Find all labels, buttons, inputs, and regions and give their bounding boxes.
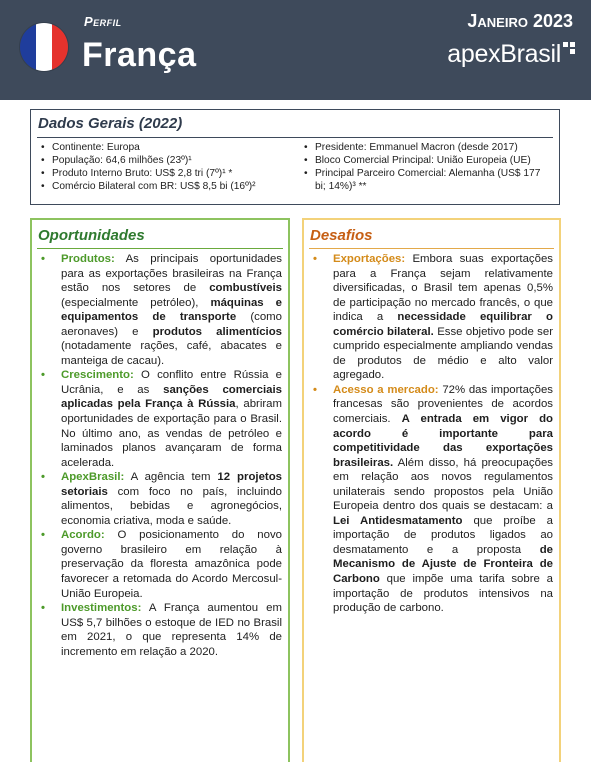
item-text: Esse objetivo pode ser cumprido especialmente ampliando vendas de produtos de médio e alto valor agregado. bbox=[333, 325, 553, 382]
item-emphasis: produtos alimentícios bbox=[152, 325, 282, 338]
fact-president: • Presidente: Emmanuel Macron (desde 2017) bbox=[303, 141, 553, 154]
item-text: (como aeronaves) e bbox=[61, 311, 283, 338]
item-emphasis: 12 projetos setoriais bbox=[61, 471, 282, 498]
item-text: , abriram oportunidades de exportação para o Brasil. No último ano, as vendas de petróleo e laminados planos avançaram de forma acelerada. bbox=[61, 398, 282, 469]
item-text: O posicionamento do novo governo brasileiro em relação à preservação da floresta amazônica pode favorecer a retomada do Acordo Mercosul-União Europeia. bbox=[61, 529, 282, 600]
fact-trade-bloc: • Bloco Comercial Principal: União Europeia (UE) bbox=[303, 154, 553, 167]
fact-main-partner: • Principal Parceiro Comercial: Alemanha (US$ 177 bi; 14%)³ ** bbox=[303, 167, 553, 193]
opportunities-title: Oportunidades bbox=[38, 227, 145, 244]
general-data-right-list bbox=[303, 141, 553, 193]
list-item bbox=[37, 470, 282, 528]
item-lead: ApexBrasil: bbox=[61, 471, 125, 484]
general-data-divider bbox=[37, 137, 553, 138]
item-lead: Exportações: bbox=[333, 253, 406, 265]
challenges-divider bbox=[309, 248, 554, 249]
list-item bbox=[37, 252, 282, 368]
item-text: A França aumentou em US$ 5,7 bilhões o estoque de IED no Brasil em 2021, o que representa 14% de incremento em relação a 2020. bbox=[61, 602, 282, 658]
item-emphasis: Lei Antidesmatamento bbox=[333, 514, 463, 527]
france-flag-icon bbox=[20, 23, 68, 71]
item-text: Além disso, há preocupações em relação aos novos regulamentos unilaterais sendo propostos pela União Europeia dentro dos quais se destacam: a bbox=[333, 456, 553, 513]
report-date: Janeiro 2023 bbox=[467, 11, 573, 31]
item-emphasis: necessidade equilibrar o comércio bilateral. bbox=[333, 311, 553, 338]
item-lead: Acesso a mercado: bbox=[333, 383, 439, 396]
item-emphasis: máquinas e equipamentos de transporte bbox=[61, 296, 282, 324]
item-text: 72% das importações francesas são provenientes de acordos comerciais. bbox=[333, 383, 553, 426]
item-lead: Crescimento: bbox=[61, 369, 134, 382]
country-title: França bbox=[82, 36, 197, 74]
item-lead: Acordo: bbox=[61, 529, 105, 542]
item-emphasis: combustíveis bbox=[209, 282, 282, 295]
opportunities-panel bbox=[30, 218, 290, 762]
opportunities-divider bbox=[37, 248, 283, 249]
list-item bbox=[37, 601, 282, 659]
item-text: que impõe uma tarifa sobre a importação de produtos intensivos na produção de carbono. bbox=[333, 573, 553, 615]
fact-population: • População: 64,6 milhões (23º)¹ bbox=[40, 154, 290, 167]
list-item bbox=[37, 528, 282, 601]
challenges-list bbox=[309, 252, 553, 616]
item-text: As principais oportunidades para as exportações brasileiras na França estão nos setores de bbox=[61, 253, 282, 295]
item-text: com foco no país, incluindo alimentos, bebidas e agronegócios, economia criativa, moda e saúde. bbox=[61, 485, 282, 527]
fact-bilateral-trade: • Comércio Bilateral com BR: US$ 8,5 bi (16º)² bbox=[40, 180, 290, 193]
item-emphasis: sanções comerciais aplicadas pela França à Rússia bbox=[61, 383, 282, 411]
item-text: Embora suas exportações para a França sejam relativamente diversificadas, o Brasil tem apenas 0,5% de participação no mercado francês, o que indica a bbox=[333, 253, 553, 324]
profile-label: Perfil bbox=[84, 14, 122, 29]
challenges-title: Desafios bbox=[310, 227, 373, 244]
item-lead: Produtos: bbox=[61, 253, 115, 265]
opportunities-list bbox=[37, 252, 282, 659]
item-text: que proíbe a importação de produtos ligados ao desmatamento e a proposta bbox=[333, 514, 553, 556]
item-text: (especialmente petróleo), bbox=[61, 296, 211, 309]
list-item bbox=[37, 368, 282, 470]
general-data-left-list bbox=[40, 141, 290, 193]
item-text: (notadamente rações, café, abacates e manteiga de cacau). bbox=[61, 340, 282, 367]
general-data-panel bbox=[30, 109, 560, 205]
general-data-title: Dados Gerais (2022) bbox=[38, 115, 183, 132]
header-band bbox=[0, 0, 591, 100]
item-lead: Investimentos: bbox=[61, 602, 142, 615]
item-text: A agência tem bbox=[124, 471, 218, 484]
item-text: O conflito entre Rússia e Ucrânia, e as bbox=[61, 369, 282, 396]
item-emphasis: de Mecanismo de Ajuste de Fronteira de Carbono bbox=[333, 543, 553, 586]
apexbrasil-mark-icon bbox=[563, 42, 575, 54]
list-item bbox=[309, 383, 553, 616]
fact-continent: • Continente: Europa bbox=[40, 141, 290, 154]
list-item bbox=[309, 252, 553, 383]
apexbrasil-logo: apexBrasil bbox=[447, 40, 561, 68]
item-emphasis: A entrada em vigor do acordo é importante para competitividade das exportações brasileiras. bbox=[333, 413, 554, 469]
challenges-panel bbox=[302, 218, 561, 762]
fact-gdp: • Produto Interno Bruto: US$ 2,8 tri (7º)¹ * bbox=[40, 167, 290, 180]
